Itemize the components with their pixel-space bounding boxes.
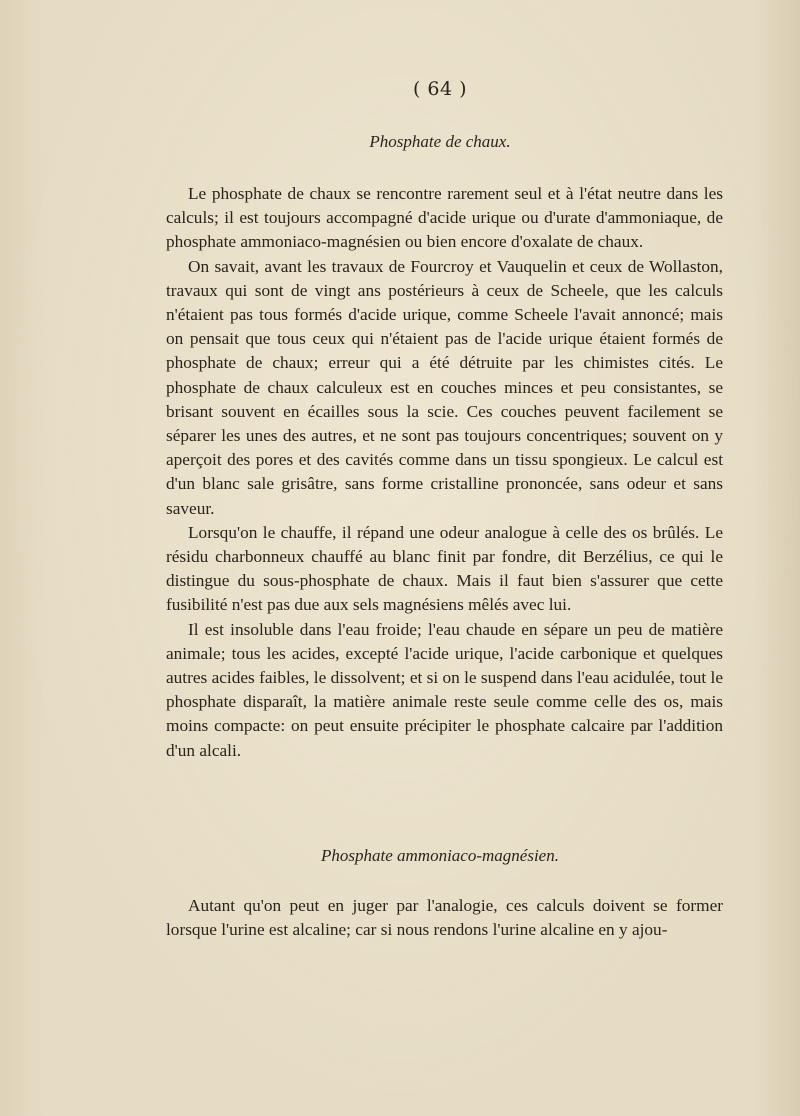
section-heading-phosphate-ammoniaco-magnesien: Phosphate ammoniaco-magnésien. [321, 846, 559, 865]
paragraph: Lorsqu'on le chauffe, il répand une odeur analogue à celle des os brûlés. Le résidu charbonneux chauffé au blanc finit par fondre, dit Berzélius, ce qui le distingue du sous-phosphate de chaux. Mais il faut bien s'assurer que cette fusibilité n'est pas due aux sels magnésiens mêlés avec lui. [166, 522, 723, 615]
section-heading-phosphate-de-chaux: Phosphate de chaux. [369, 132, 511, 151]
paragraph: On savait, avant les travaux de Fourcroy et Vauquelin et ceux de Wollaston, travaux qui sont de vingt ans postérieurs à ceux de Scheele, que les calculs n'étaient pas tous formés d'acide urique, comme Scheele l'avait annoncé; mais on pensait que tous ceux qui n'étaient pas de l'acide urique étaient formés de phosphate de chaux; erreur qui a été détruite par les chimistes cités. Le phosphate de chaux calculeux est en couches minces et peu consistantes, se brisant souvent en écailles sous la scie. Ces couches peuvent facilement se séparer les unes des autres, et ne sont pas toujours concentriques; souvent on y aperçoit des pores et des cavités comme dans un tissu spongieux. Le calcul est d'un blanc sale grisâtre, sans forme cristalline prononcée, sans odeur et sans saveur. [166, 256, 723, 518]
page-number: ( 64 ) [412, 78, 468, 100]
paragraph: Le phosphate de chaux se rencontre rarement seul et à l'état neutre dans les calculs; il est toujours accompagné d'acide urique ou d'urate d'ammoniaque, de phosphate ammoniaco-magnésien ou bien encore d'oxalate de chaux. [166, 184, 723, 252]
section-body-phosphate-de-chaux [166, 182, 723, 763]
paragraph: Il est insoluble dans l'eau froide; l'eau chaude en sépare un peu de matière animale; tous les acides, excepté l'acide urique, l'acide carbonique et quelques autres acides faibles, le dissolvent; et si on le suspend dans l'eau acidulée, tout le phosphate disparaît, la matière animale reste seule comme celle des os, mais moins compacte: on peut ensuite précipiter le phosphate calcaire par l'addition d'un alcali. [166, 619, 723, 760]
paragraph: Autant qu'on peut en juger par l'analogie, ces calculs doivent se former lorsque l'urine est alcaline; car si nous rendons l'urine alcaline en y ajou- [166, 896, 723, 940]
section-body-phosphate-ammoniaco-magnesien [166, 894, 723, 942]
